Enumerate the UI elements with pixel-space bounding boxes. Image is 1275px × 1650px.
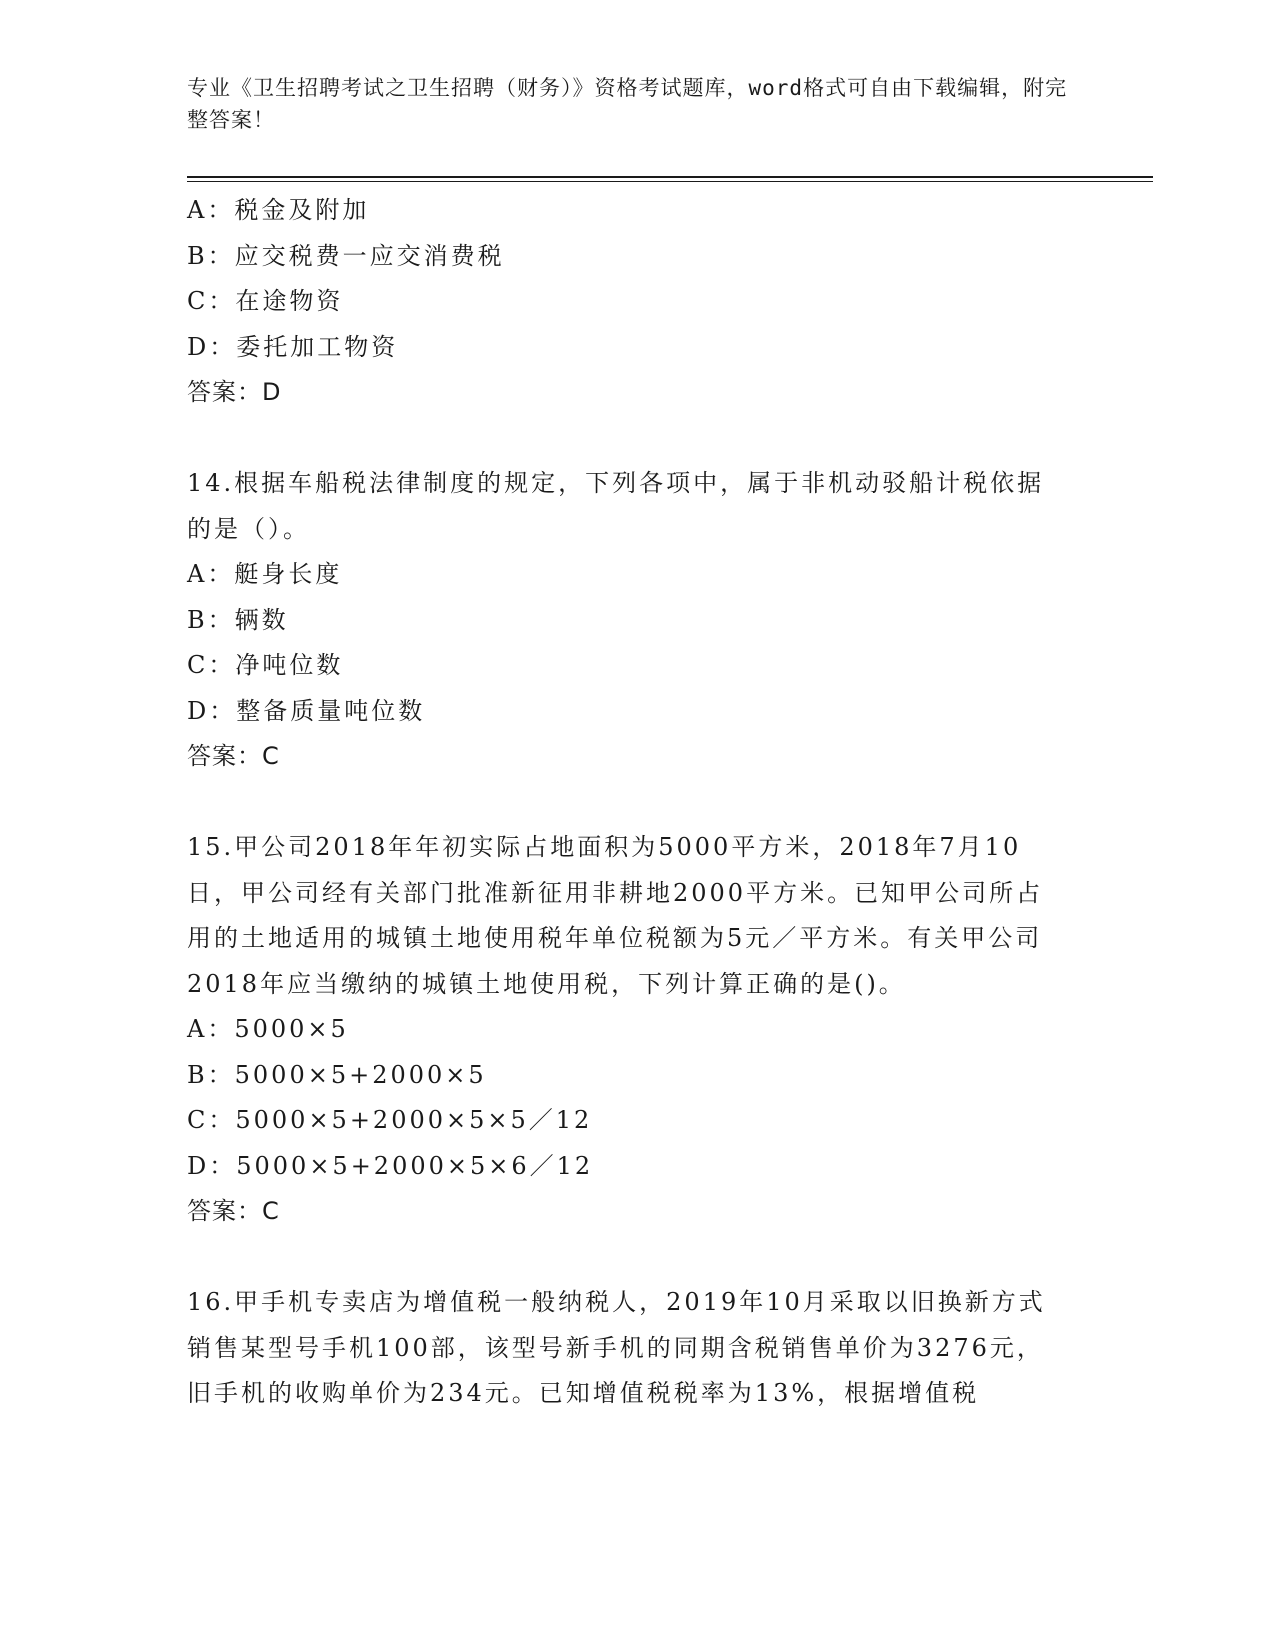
question-13	[187, 188, 1087, 416]
spacer	[187, 416, 1087, 462]
option-d: D：整备质量吨位数	[187, 696, 426, 725]
option-d: D：委托加工物资	[187, 332, 399, 361]
document-header: 专业《卫生招聘考试之卫生招聘（财务）》资格考试题库，word格式可自由下载编辑，附完整答案！	[187, 76, 1068, 132]
option-b: B：应交税费一应交消费税	[187, 241, 505, 270]
option-d: D：5000×5+2000×5×6／12	[187, 1151, 594, 1180]
question-stem: 14.根据车船税法律制度的规定，下列各项中，属于非机动驳船计税依据的是（）。	[187, 469, 1045, 543]
option-a: A：艇身长度	[187, 560, 343, 588]
answer-line: 答案：C	[187, 1197, 280, 1225]
header-divider-thick	[187, 176, 1153, 178]
spacer	[187, 1235, 1087, 1281]
option-b: B：5000×5+2000×5	[187, 1060, 487, 1089]
question-14	[187, 461, 1087, 780]
option-a: A：税金及附加	[187, 196, 370, 224]
answer-line: 答案：D	[187, 378, 282, 406]
option-b: B：辆数	[187, 605, 289, 634]
option-c: C：5000×5+2000×5×5／12	[187, 1106, 593, 1134]
question-stem: 15.甲公司2018年年初实际占地面积为5000平方米，2018年7月10日，甲公司经有关部门批准新征用非耕地2000平方米。已知甲公司所占用的土地适用的城镇土地使用税年单位税额为5元／平方米。有关甲公司2018年应当缴纳的城镇土地使用税，下列计算正确的是()。	[187, 833, 1044, 998]
question-stem: 16.甲手机专卖店为增值税一般纳税人，2019年10月采取以旧换新方式销售某型号手机100部，该型号新手机的同期含税销售单价为3276元，旧手机的收购单价为234元。已知增值税税率为13%，根据增值税	[187, 1288, 1046, 1407]
header-divider-thin	[187, 181, 1153, 182]
answer-line: 答案：C	[187, 742, 280, 770]
question-content	[187, 188, 1087, 1417]
option-a: A：5000×5	[187, 1015, 349, 1043]
option-c: C：净吨位数	[187, 651, 344, 679]
spacer	[187, 780, 1087, 826]
question-16	[187, 1280, 1087, 1417]
option-c: C：在途物资	[187, 287, 344, 315]
question-15	[187, 825, 1087, 1235]
